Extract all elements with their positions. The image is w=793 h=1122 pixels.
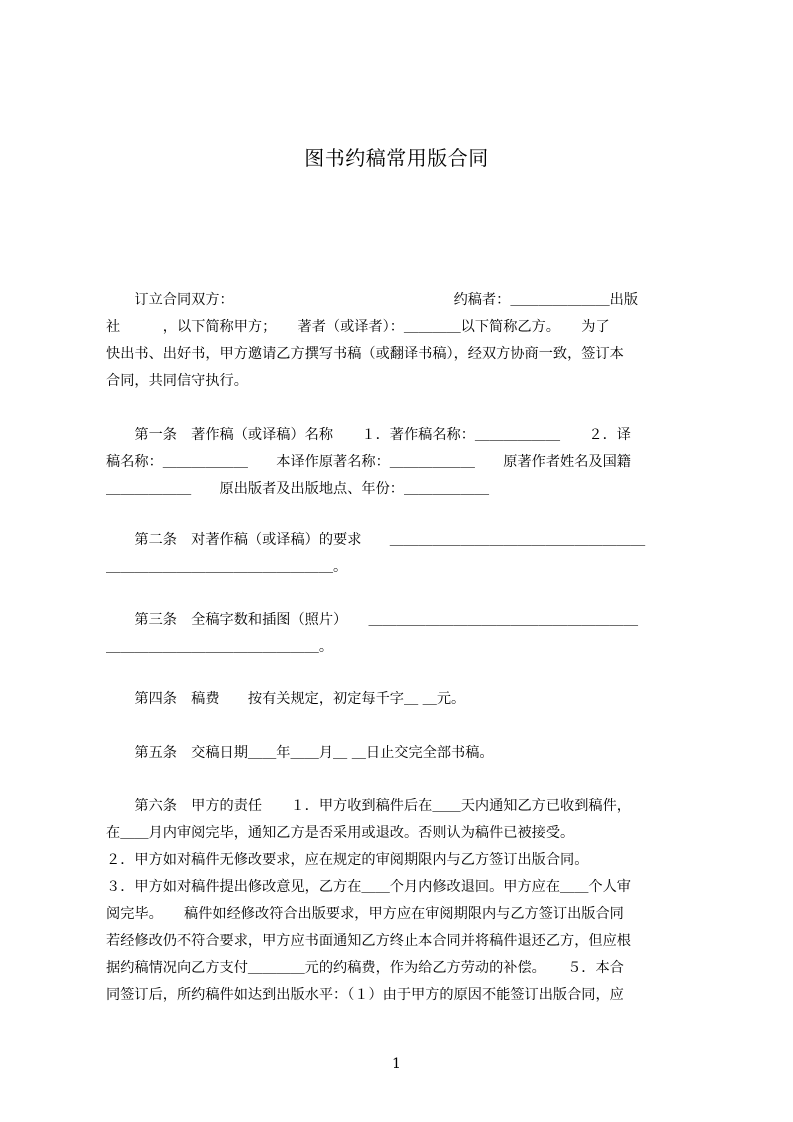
text-line: ３．甲方如对稿件提出修改意见，乙方在＿＿个月内修改退回。甲方应在＿＿个人审 [106,879,631,895]
text-line: 第六条 甲方的责任 １．甲方收到稿件后在＿＿天内通知乙方已收到稿件， [106,798,631,814]
text-line: 据约稿情况向乙方支付＿＿＿＿元的约稿费，作为给乙方劳动的补偿。 ５．本合 [106,960,624,976]
text-line: 阅完毕。 稿件如经修改符合出版要求，甲方应在审阅期限内与乙方签订出版合同 [106,906,624,922]
text-line: 第五条 交稿日期＿＿年＿＿月＿ ＿日止交完全部书稿。 [106,745,494,761]
text-line: ＿＿＿＿＿＿＿＿＿＿＿＿＿＿＿＿。 [106,559,348,575]
text-line: 稿名称：＿＿＿＿＿＿ 本译作原著名称：＿＿＿＿＿＿ 原著作者姓名及国籍 [106,454,631,470]
text-line: 第三条 全稿字数和插图（照片） ＿＿＿＿＿＿＿＿＿＿＿＿＿＿＿＿＿＿＿ [106,612,639,628]
text-line: 第四条 稿费 按有关规定，初定每千字＿ ＿元。 [106,691,466,707]
text-line: 快出书、出好书，甲方邀请乙方撰写书稿（或翻译书稿），经双方协商一致，签订本 [106,346,624,362]
text-line: 在＿＿月内审阅完毕，通知乙方是否采用或退改。否则认为稿件已被接受。 [106,825,575,841]
text-line: ２．甲方如对稿件无修改要求，应在规定的审阅期限内与乙方签订出版合同。 [106,852,589,868]
text-line: ＿＿＿＿＿＿＿＿＿＿＿＿＿＿＿。 [106,639,334,655]
text-line: 第一条 著作稿（或译稿）名称 １．著作稿名称：＿＿＿＿＿＿ ２．译 [106,427,631,443]
text-line: 合同，共同信守执行。 [106,373,248,389]
text-line: 社 ，以下简称甲方； 著者（或译者）：＿＿＿＿以下简称乙方。 为了 [106,319,610,335]
text-line: 若经修改仍不符合要求，甲方应书面通知乙方终止本合同并将稿件退还乙方，但应根 [106,933,631,949]
text-line: 第二条 对著作稿（或译稿）的要求 ＿＿＿＿＿＿＿＿＿＿＿＿＿＿＿＿＿＿ [106,532,646,548]
text-line: 同签订后，所约稿件如达到出版水平：（１）由于甲方的原因不能签订出版合同，应 [106,987,624,1003]
document-title: 图书约稿常用版合同 [304,146,489,170]
text-line: ＿＿＿＿＿＿ 原出版者及出版地点、年份：＿＿＿＿＿＿ [106,481,490,497]
text-line: 订立合同双方： 约稿者：＿＿＿＿＿＿＿出版 [106,292,639,308]
page-number: 1 [392,1056,401,1072]
